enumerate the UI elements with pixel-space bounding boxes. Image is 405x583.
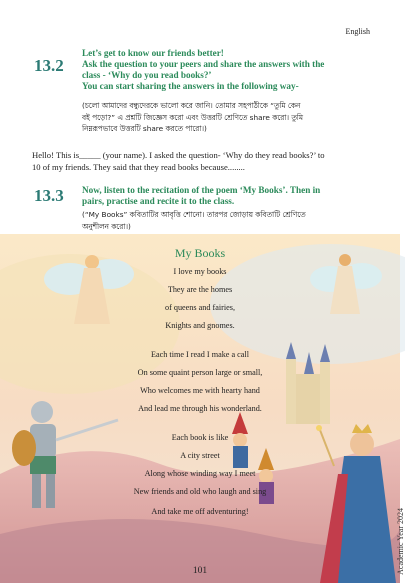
paragraph-line: Hello! This is_____ (your name). I asked the question- ‘Why do they read books?’ to xyxy=(32,150,325,160)
instruction-line: class - ‘Why do you read books?’ xyxy=(82,70,212,80)
poem-line: Knights and gnomes. xyxy=(165,321,235,330)
instruction-line: Ask the question to your peers and share the answers with the xyxy=(82,59,325,69)
academic-year-label: Academic Year 2024 xyxy=(396,508,405,575)
instruction-line: Now, listen to the recitation of the poem ‘My Books’. Then in xyxy=(82,185,321,195)
poem-line: Who welcomes me with hearty hand xyxy=(140,386,260,395)
poem-title: My Books xyxy=(174,246,226,260)
instruction-line: You can start sharing the answers in the following way- xyxy=(82,81,299,91)
bengali-line: নিম্নরূপভাবে উত্তরটি share করতে পারো।) xyxy=(82,124,207,133)
bengali-line: (চলো আমাদের বন্ধুদেরকে ভালো করে জানি। তোমার সহপাঠীকে “তুমি কেন xyxy=(82,101,301,110)
section-number-13-2: 13.2 xyxy=(34,56,64,75)
instruction-line: Let’s get to know our friends better! xyxy=(82,48,224,58)
poem-line: They are the homes xyxy=(167,285,233,294)
poem-line: I love my books xyxy=(173,267,227,276)
section-number-13-3: 13.3 xyxy=(34,186,64,205)
poem-line: New friends and old who laugh and sing xyxy=(133,487,267,496)
bengali-line: অনুশীলন করো।) xyxy=(82,221,131,231)
poem-line: Each book is like xyxy=(171,433,229,442)
instruction-line: pairs, practise and recite it to the class. xyxy=(82,196,235,206)
page-number: 101 xyxy=(192,566,208,576)
header-language: English xyxy=(345,27,370,36)
poem-line: And take me off adventuring! xyxy=(151,507,249,516)
poem-line: And lead me through his wonderland. xyxy=(138,404,262,413)
instruction-13-3 xyxy=(82,185,320,207)
poem-line: Along whose winding way I meet xyxy=(144,469,256,478)
poem-line: of queens and fairies, xyxy=(164,303,236,312)
poem-line: A city street xyxy=(180,451,220,460)
poem-line: Each time I read I make a call xyxy=(151,350,249,359)
bengali-translation-13-3 xyxy=(82,209,306,232)
instruction-13-2 xyxy=(82,48,324,92)
bengali-line: বই পড়ো?” এ প্রশ্নটি জিজ্ঞেস করো এবং উত্তরটি শ্রেণিতে share করো। তুমি xyxy=(82,112,303,122)
poem-line: On some quaint person large or small, xyxy=(137,368,263,377)
bengali-line: (“My Books” কবিতাটির আবৃত্তি শোনো। তারপর জোড়ায় কবিতাটি শ্রেণিতে xyxy=(82,210,306,219)
paragraph-line: 10 of my friends. They said that they read books because........ xyxy=(32,162,245,172)
sample-answer-paragraph xyxy=(32,149,325,173)
bengali-translation-13-2 xyxy=(82,100,303,135)
